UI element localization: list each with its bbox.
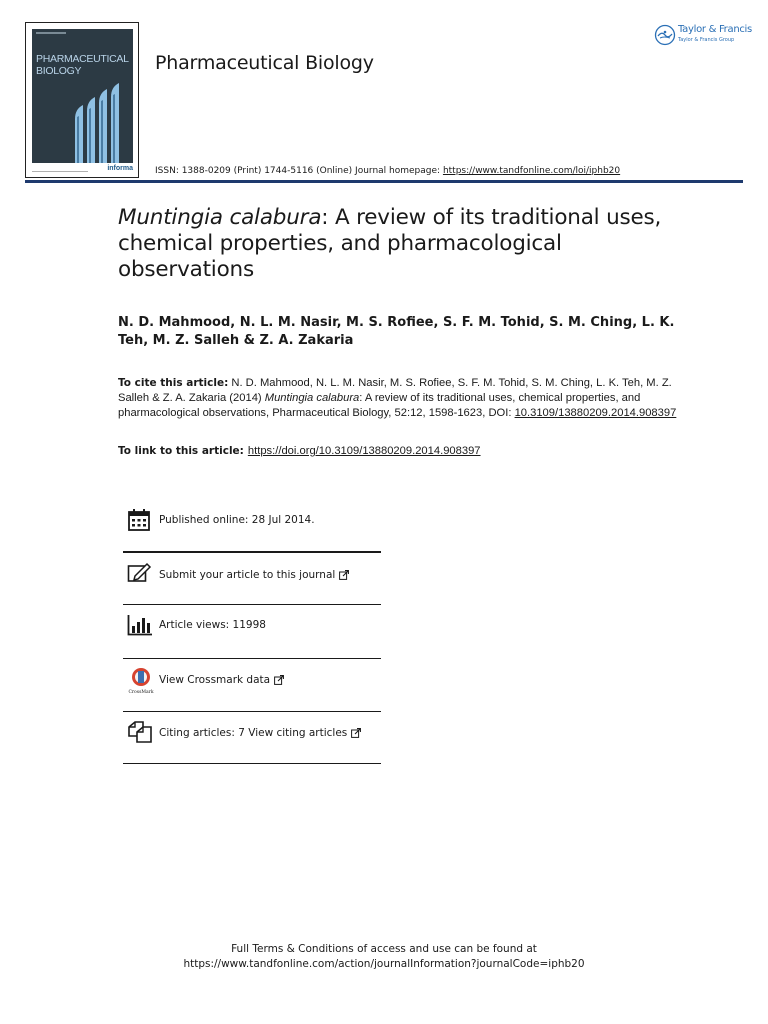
issn-text: ISSN: 1388-0209 (Print) 1744-5116 (Online) Journal homepage: xyxy=(155,166,441,176)
citation-italic: Muntingia calabura xyxy=(264,392,360,404)
crossmark-link[interactable] xyxy=(159,674,284,686)
edit-icon xyxy=(127,562,153,584)
citing-articles-label[interactable]: Citing articles: 7 View citing articles xyxy=(159,727,348,739)
calendar-icon xyxy=(127,508,151,532)
link-label: To link to this article: xyxy=(118,445,244,457)
crossmark-row[interactable] xyxy=(123,667,381,695)
article-authors: N. D. Mahmood, N. L. M. Nasir, M. S. Rofiee, S. F. M. Tohid, S. M. Ching, L. K. Teh, M. Z. Salleh & Z. A. Zakaria xyxy=(118,315,675,348)
citation-text: N. D. Mahmood, N. L. M. Nasir, M. S. Rofiee, S. F. M. Tohid, S. M. Ching, L. K. Teh, M. Z. Salleh & Z. A. Zakaria (2014) xyxy=(118,377,672,404)
citation-label: To cite this article: xyxy=(118,377,229,389)
cover-artwork xyxy=(32,29,133,163)
published-online-label: Published online: 28 Jul 2014. xyxy=(159,514,315,526)
publisher-group: Taylor & Francis Group xyxy=(678,37,735,43)
submit-article-link[interactable] xyxy=(159,569,349,581)
info-divider xyxy=(123,763,381,764)
submit-article-label[interactable]: Submit your article to this journal xyxy=(159,569,336,581)
taylor-francis-logo-icon xyxy=(654,24,676,46)
citation xyxy=(118,376,678,421)
info-divider xyxy=(123,658,381,659)
info-divider xyxy=(123,551,381,553)
submit-article-row[interactable] xyxy=(123,562,381,588)
info-divider xyxy=(123,711,381,712)
citing-icon xyxy=(127,720,153,744)
publisher-logo[interactable] xyxy=(654,22,752,48)
crossmark-small-label: CrossMark xyxy=(128,690,154,695)
header-rule xyxy=(25,180,743,183)
cover-bars-graphic xyxy=(71,83,127,163)
external-link-icon xyxy=(339,570,349,580)
external-link-icon xyxy=(274,675,284,685)
published-online-row xyxy=(123,508,381,534)
citation-text-after: : A review of its traditional uses, chemical properties, and pharmacological observations, Pharmaceutical Biology, 52:12, 1598-1623, DOI: xyxy=(118,392,641,419)
citing-articles-row[interactable] xyxy=(123,720,381,746)
footer-line1: Full Terms & Conditions of access and use can be found at xyxy=(231,943,537,955)
informa-logo: informa xyxy=(107,165,133,172)
article-link-line xyxy=(118,445,678,457)
issn-line xyxy=(155,166,620,176)
footer-terms-url[interactable]: https://www.tandfonline.com/action/journalInformation?journalCode=iphb20 xyxy=(183,958,585,970)
article-title-italic: Muntingia calabura xyxy=(118,205,322,230)
info-divider xyxy=(123,604,381,605)
terms-footer xyxy=(0,942,768,972)
doi-link[interactable]: 10.3109/13880209.2014.908397 xyxy=(514,407,677,419)
bar-chart-icon xyxy=(127,614,153,636)
article-title xyxy=(118,205,678,283)
crossmark-icon xyxy=(127,667,155,695)
article-views-row xyxy=(123,614,381,640)
article-title-rest: : A review of its traditional uses, chemical properties, and pharmacological observations xyxy=(118,205,662,282)
journal-name: Pharmaceutical Biology xyxy=(155,52,374,74)
citing-articles-link[interactable] xyxy=(159,727,361,739)
publisher-name: Taylor & Francis xyxy=(678,24,752,35)
journal-cover xyxy=(25,22,139,178)
crossmark-label[interactable]: View Crossmark data xyxy=(159,674,271,686)
article-doi-url-link[interactable]: https://doi.org/10.3109/13880209.2014.908397 xyxy=(247,445,481,457)
cover-title: PHARMACEUTICAL BIOLOGY xyxy=(36,53,129,77)
journal-homepage-link[interactable]: https://www.tandfonline.com/loi/iphb20 xyxy=(442,166,621,176)
article-views-label: Article views: 11998 xyxy=(159,619,266,631)
external-link-icon xyxy=(351,728,361,738)
